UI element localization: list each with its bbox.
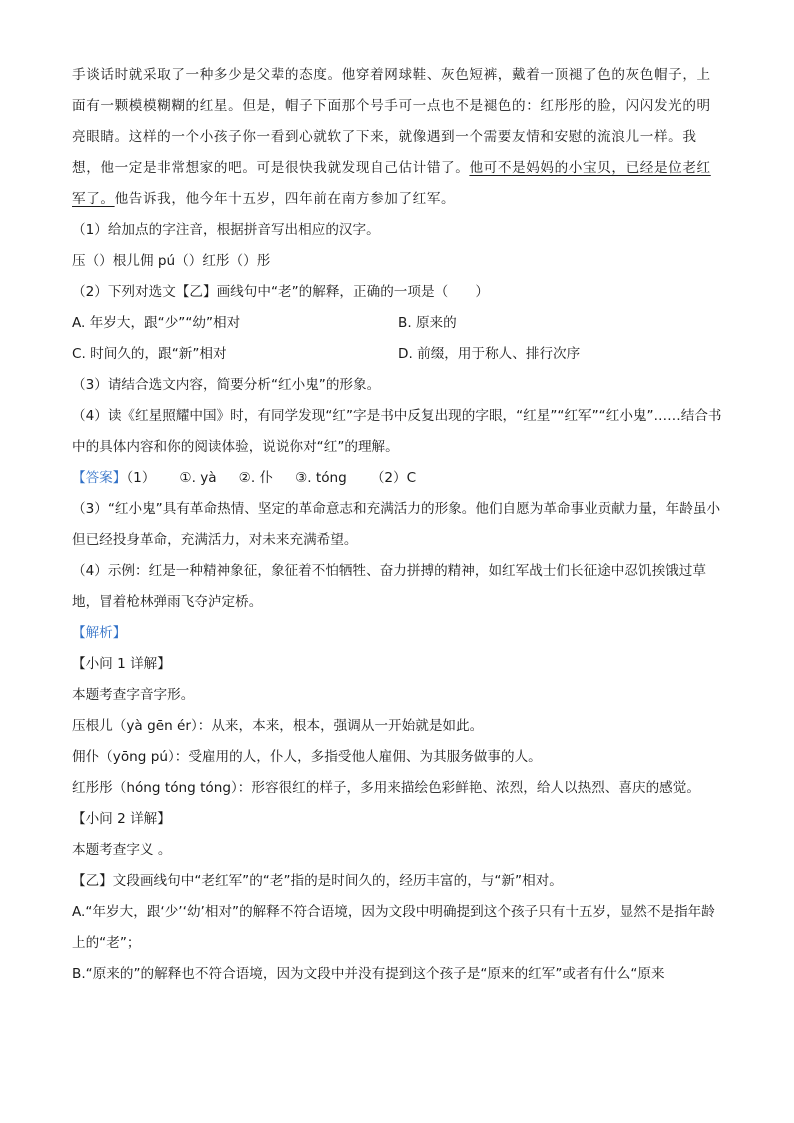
analysis-tag: 【解析】: [72, 625, 127, 641]
option-d: D. 前缀，用于称人、排行次序: [398, 346, 581, 362]
analysis-sub2-option-b: B.“原来的”的解释也不符合语境，因为文段中并没有提到这个孩子是“原来的红军”或者有什么“原来: [72, 966, 665, 982]
document-page: [72, 60, 724, 990]
reading-passage: [72, 60, 724, 215]
passage-text: 手谈话时就采取了一种多少是父辈的态度。他穿着网球鞋、灰色短裤，戴着一顶褪了色的灰色帽子，上面有一颗模模糊糊的红星。但是，帽子下面那个号手可一点也不是褪色的：红彤彤的脸，闪闪发光的明亮眼睛。这样的一个小孩子你一看到心就软了下来，就像遇到一个需要友情和安慰的流浪儿一样。我想，他一定是非常想家的吧。可是很快我就发现自己估计错了。: [72, 67, 711, 176]
question-2-options-row-1: [72, 308, 724, 339]
analysis-sub2-line-1: 【乙】文段画线句中“老红军”的“老”指的是时间久的，经历丰富的，与“新”相对。: [72, 873, 563, 889]
answer-1-item-1: ①. yà: [179, 470, 217, 486]
answer-tag: 【答案】: [72, 470, 127, 486]
option-b: B. 原来的: [398, 315, 457, 331]
question-2: （2）下列对选文【乙】画线句中“老”的解释，正确的一项是（ ）: [72, 284, 489, 300]
analysis-sub2-intro: 本题考查字义 。: [72, 842, 172, 858]
passage-text-end: 他告诉我，他今年十五岁，四年前在南方参加了红军。: [114, 191, 456, 207]
answer-3: （3）“红小鬼”具有革命热情、坚定的革命意志和充满活力的形象。他们自愿为革命事业贡献力量，年龄虽小但已经投身革命，充满活力，对未来充满希望。: [72, 501, 721, 548]
answer-4: （4）示例：红是一种精神象征，象征着不怕牺牲、奋力拼搏的精神，如红军战士们长征途中忍饥挨饿过草地，冒着枪林弹雨飞夺泸定桥。: [72, 563, 706, 610]
question-3: （3）请结合选文内容，简要分析“红小鬼”的形象。: [72, 377, 381, 393]
option-a: A. 年岁大，跟“少”“幼”相对: [72, 315, 241, 331]
question-4: （4）读《红星照耀中国》时，有同学发现“红”字是书中反复出现的字眼，“红星”“红军”“红小鬼”……结合书中的具体内容和你的阅读体验，说说你对“红”的理解。: [72, 408, 722, 455]
analysis-sub2-title: 【小问 2 详解】: [72, 811, 171, 827]
answer-2: （2）C: [370, 470, 417, 486]
analysis-sub1-intro: 本题考查字音字形。: [72, 687, 195, 703]
analysis-sub1-line-1: 压根儿（yà gēn ér）：从来，本来，根本，强调从一开始就是如此。: [72, 718, 484, 734]
answer-1-label: （1）: [126, 470, 156, 486]
question-2-options-row-2: [72, 339, 724, 370]
underlined-sentence: 他可不是妈妈的小宝贝，已经是位老红军了。: [72, 160, 711, 207]
analysis-sub2-option-a: A.“年岁大，跟‘少’‘幼’相对”的解释不符合语境，因为文段中明确提到这个孩子只有十五岁，显然不是指年龄上的“老”；: [72, 904, 715, 951]
answer-1-item-3: ③. tóng: [295, 470, 347, 486]
question-1-items: 压（）根儿佣 pú（）红彤（）彤: [72, 253, 271, 269]
answer-1-item-2: ②. 仆: [238, 470, 274, 486]
question-1: （1）给加点的字注音，根据拼音写出相应的汉字。: [72, 222, 380, 238]
option-c: C. 时间久的，跟“新”相对: [72, 346, 227, 362]
analysis-sub1-line-2: 佣仆（yōng pú）：受雇用的人，仆人，多指受他人雇佣、为其服务做事的人。: [72, 749, 542, 765]
analysis-sub1-line-3: 红彤彤（hóng tóng tóng）：形容很红的样子，多用来描绘色彩鲜艳、浓烈，给人以热烈、喜庆的感觉。: [72, 780, 700, 796]
answer-line-1: [72, 463, 724, 494]
analysis-sub1-title: 【小问 1 详解】: [72, 656, 171, 672]
